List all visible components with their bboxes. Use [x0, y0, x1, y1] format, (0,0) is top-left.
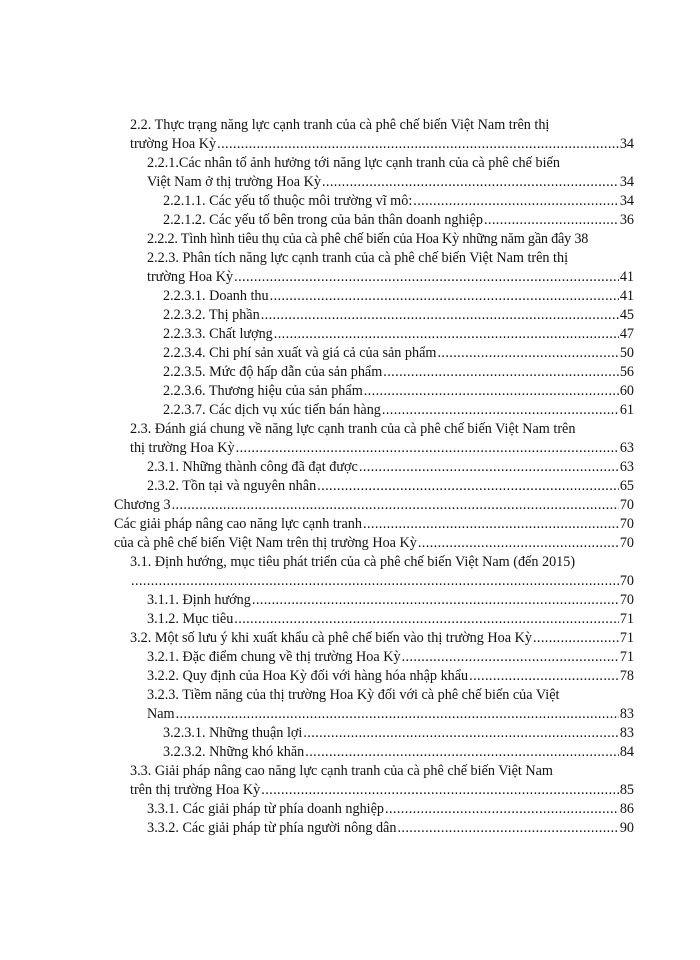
toc-entry-page: 45: [619, 307, 634, 323]
toc-leader-dots: [413, 192, 619, 211]
toc-entry-title: 2.2.1.1. Các yếu tố thuộc môi trường vĩ mô:: [163, 193, 413, 209]
toc-entry: [130, 572, 634, 591]
toc-entry: [163, 344, 634, 363]
toc-entry-page: 34: [619, 136, 634, 152]
toc-entry-title: 3.1.2. Mục tiêu: [147, 611, 234, 627]
toc-leader-dots: [437, 344, 618, 363]
toc-entry-page: 83: [619, 706, 634, 722]
toc-entry-page: 63: [619, 440, 634, 456]
toc-entry: [163, 382, 634, 401]
toc-leader-dots: [533, 629, 619, 648]
toc-heading-2-3: 2.3. Đánh giá chung về năng lực cạnh tranh của cà phê chế biến Việt Nam trên: [130, 421, 576, 437]
toc-entry: [130, 629, 634, 648]
toc-heading-3-2-3: 3.2.3. Tiềm năng của thị trường Hoa Kỳ đối với cà phê chế biến của Việt: [147, 687, 560, 703]
toc-entry: [163, 724, 634, 743]
toc-entry-title: 2.2.3.7. Các dịch vụ xúc tiến bán hàng: [163, 402, 381, 418]
toc-entry-title: trên thị trường Hoa Kỳ: [130, 782, 261, 798]
toc-entry-page: 34: [619, 174, 634, 190]
toc-leader-dots: [234, 610, 619, 629]
toc-entry: [163, 401, 634, 420]
toc-entry-page: 85: [619, 782, 634, 798]
toc-entry-title: 2.3.1. Những thành công đã đạt được: [147, 459, 358, 475]
toc-leader-dots: [363, 515, 619, 534]
toc-entry-title: Việt Nam ở thị trường Hoa Kỳ: [147, 174, 321, 190]
toc-entry: [147, 268, 634, 287]
toc-entry-page: 86: [619, 801, 634, 817]
toc-entry-title: của cà phê chế biến Việt Nam trên thị trường Hoa Kỳ: [114, 535, 417, 551]
toc-leader-dots: [469, 667, 619, 686]
toc-entry-title: 2.2.3.6. Thương hiệu của sản phẩm: [163, 383, 363, 399]
toc-entry-page: 70: [619, 573, 634, 589]
toc-entry-page: 50: [619, 345, 634, 361]
toc-leader-dots: [364, 382, 619, 401]
toc-leader-dots: [236, 439, 619, 458]
toc-entry-title: 3.2.2. Quy định của Hoa Kỳ đối với hàng hóa nhập khẩu: [147, 668, 469, 684]
toc-entry-page: 60: [619, 383, 634, 399]
toc-entry-page: 78: [619, 668, 634, 684]
toc-leader-dots: [261, 306, 619, 325]
toc-entry-title: 3.2.3.2. Những khó khăn: [163, 744, 305, 760]
toc-leader-dots: [217, 135, 619, 154]
toc-leader-dots: [402, 648, 619, 667]
toc-leader-dots: [303, 724, 618, 743]
toc-entry-page: 90: [619, 820, 634, 836]
toc-entry-title: Nam: [147, 706, 175, 722]
toc-entry: [114, 496, 634, 515]
toc-entry-title: 2.2.1.2. Các yếu tố bên trong của bản thân doanh nghiệp: [163, 212, 483, 228]
toc-leader-dots: [261, 781, 619, 800]
toc-leader-dots: [484, 211, 619, 230]
toc-entry-title: 2.2.3.2. Thị phần: [163, 307, 260, 323]
toc-leader-dots: [397, 819, 618, 838]
toc-entry-title: 2.2.3.5. Mức độ hấp dẫn của sản phẩm: [163, 364, 383, 380]
toc-entry-title: 3.2. Một số lưu ý khi xuất khẩu cà phê chế biến vào thị trường Hoa Kỳ: [130, 630, 532, 646]
toc-entry: [147, 800, 634, 819]
toc-entry: [130, 439, 634, 458]
toc-entry: [114, 534, 634, 553]
toc-entry-page: 71: [619, 630, 634, 646]
toc-heading-2-2: 2.2. Thực trạng năng lực cạnh tranh của cà phê chế biến Việt Nam trên thị: [130, 117, 550, 133]
toc-leader-dots: [305, 743, 619, 762]
toc-entry: [163, 325, 634, 344]
toc-leader-dots: [252, 591, 619, 610]
toc-entry-page: 41: [619, 288, 634, 304]
toc-entry: [163, 287, 634, 306]
toc-leader-dots: [385, 800, 619, 819]
toc-leader-dots: [383, 363, 619, 382]
toc-entry-page: 63: [619, 459, 634, 475]
toc-leader-dots: [382, 401, 619, 420]
toc-entry: [163, 363, 634, 382]
toc-entry-page: 41: [619, 269, 634, 285]
toc-heading-3-1: 3.1. Định hướng, mục tiêu phát triển của cà phê chế biến Việt Nam (đến 2015): [130, 554, 576, 570]
toc-entry: [163, 306, 634, 325]
toc-entry-page: 65: [619, 478, 634, 494]
toc-entry-title: 3.3.2. Các giải pháp từ phía người nông dân: [147, 820, 397, 836]
toc-leader-dots: [176, 705, 619, 724]
toc-entry-title: 3.2.1. Đặc điểm chung về thị trường Hoa Kỳ: [147, 649, 401, 665]
toc-entry-2-2-2: 2.2.2. Tình hình tiêu thụ của cà phê chế biến của Hoa Kỳ những năm gần đây 38: [147, 231, 589, 247]
toc-entry-page: 70: [619, 516, 634, 532]
toc-entry-title: 2.2.3.3. Chất lượng: [163, 326, 273, 342]
toc-entry: [114, 515, 634, 534]
toc-leader-dots: [274, 325, 619, 344]
toc-entry-title: 2.2.3.4. Chi phí sản xuất và giá cả của sản phẩm: [163, 345, 437, 361]
toc-entry-title: trường Hoa Kỳ: [130, 136, 217, 152]
toc-entry-page: 36: [619, 212, 634, 228]
toc-entry: [130, 781, 634, 800]
toc-entry-page: 71: [619, 649, 634, 665]
toc-leader-dots: [359, 458, 619, 477]
toc-entry-title: 3.1.1. Định hướng: [147, 592, 251, 608]
toc-entry-page: 83: [619, 725, 634, 741]
toc-entry: [163, 192, 634, 211]
toc-leader-dots: [322, 173, 619, 192]
toc-entry-page: 84: [619, 744, 634, 760]
toc-entry: [147, 591, 634, 610]
toc-entry-page: 70: [619, 535, 634, 551]
toc-entry-title: 2.2.3.1. Doanh thu: [163, 288, 269, 304]
toc-heading-3-3: 3.3. Giải pháp nâng cao năng lực cạnh tranh của cà phê chế biến Việt Nam: [130, 763, 553, 779]
toc-entry-page: 70: [619, 592, 634, 608]
toc-entry: [147, 667, 634, 686]
toc-leader-dots: [172, 496, 619, 515]
toc-leader-dots: [270, 287, 619, 306]
toc-entry: [130, 135, 634, 154]
toc-entry: [147, 477, 634, 496]
toc-entry-title: 2.3.2. Tồn tại và nguyên nhân: [147, 478, 317, 494]
toc-leader-dots: [234, 268, 619, 287]
toc-entry-title: trường Hoa Kỳ: [147, 269, 234, 285]
toc-entry: [147, 648, 634, 667]
toc-heading-2-2-3: 2.2.3. Phân tích năng lực cạnh tranh của cà phê chế biến Việt Nam trên thị: [147, 250, 569, 266]
toc-entry: [147, 610, 634, 629]
toc-entry: [147, 819, 634, 838]
toc-entry-page: 61: [619, 402, 634, 418]
toc-entry-page: 47: [619, 326, 634, 342]
toc-leader-dots: [418, 534, 619, 553]
toc-leader-dots: [317, 477, 619, 496]
toc-entry-page: 71: [619, 611, 634, 627]
toc-entry-title: 3.2.3.1. Những thuận lợi: [163, 725, 303, 741]
toc-leader-dots: [131, 572, 619, 591]
toc-heading-2-2-1: 2.2.1.Các nhân tố ảnh hưởng tới năng lực cạnh tranh của cà phê chế biến: [147, 155, 560, 171]
toc-entry-page: 56: [619, 364, 634, 380]
toc-entry-title: 3.3.1. Các giải pháp từ phía doanh nghiệp: [147, 801, 385, 817]
toc-entry: [163, 743, 634, 762]
toc-entry: [163, 211, 634, 230]
toc-entry-title: thị trường Hoa Kỳ: [130, 440, 235, 456]
toc-entry-page: 34: [619, 193, 634, 209]
toc-entry-page: 70: [619, 497, 634, 513]
toc-entry: [147, 173, 634, 192]
toc-entry: [147, 458, 634, 477]
toc-entry-title: Chương 3: [114, 497, 171, 513]
toc-entry-title: Các giải pháp nâng cao năng lực cạnh tranh: [114, 516, 362, 532]
toc-entry: [147, 705, 634, 724]
